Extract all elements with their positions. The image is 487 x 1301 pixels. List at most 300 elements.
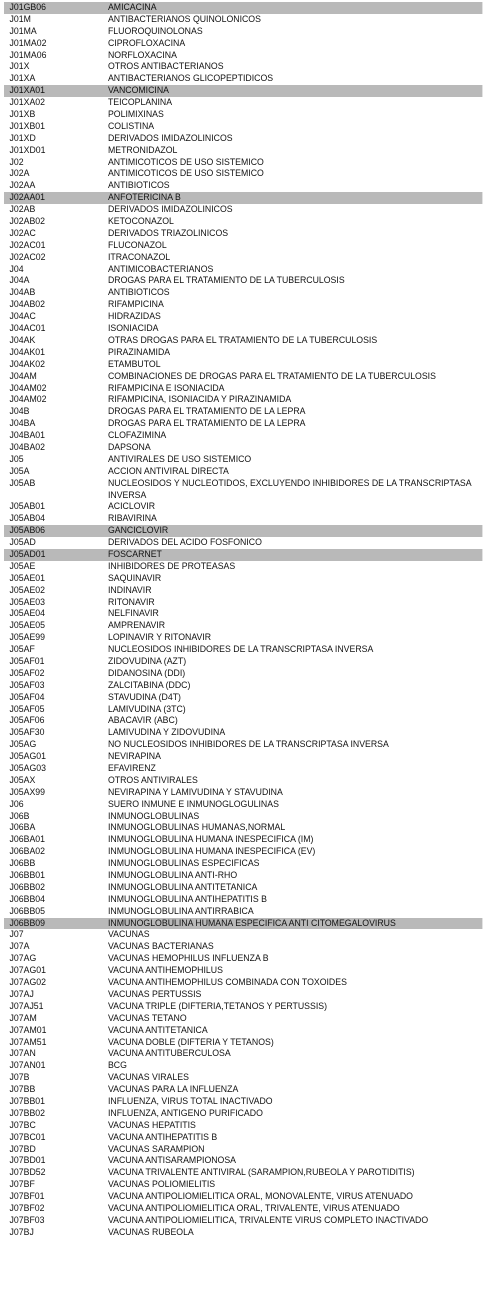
drug-description: GANCICLOVIR bbox=[107, 525, 169, 537]
highlighted-row bbox=[4, 549, 482, 561]
drug-description: ZALCITABINA (DDC) bbox=[107, 679, 191, 691]
atc-code: J05AE04 bbox=[9, 608, 45, 620]
list-row bbox=[4, 311, 482, 323]
drug-description: DROGAS PARA EL TRATAMIENTO DE LA TUBERCULOSIS bbox=[107, 275, 345, 287]
list-row bbox=[4, 608, 482, 620]
drug-description: INMUNOGLOBULINAS ESPECIFICAS bbox=[107, 858, 260, 870]
list-row bbox=[4, 252, 482, 264]
list-row bbox=[4, 442, 482, 454]
drug-description: RITONAVIR bbox=[107, 596, 155, 608]
atc-code: J05A bbox=[9, 465, 30, 477]
list-row bbox=[4, 1155, 482, 1167]
atc-code: J07BB02 bbox=[9, 1107, 45, 1119]
drug-description: ACCION ANTIVIRAL DIRECTA bbox=[107, 465, 229, 477]
atc-code: J04A bbox=[9, 275, 30, 287]
atc-code: J07BD52 bbox=[9, 1167, 46, 1179]
list-row bbox=[4, 157, 482, 169]
atc-code: J02AC01 bbox=[9, 239, 46, 251]
list-row bbox=[4, 929, 482, 941]
atc-code: J05AB bbox=[9, 477, 36, 489]
list-row bbox=[4, 906, 482, 918]
list-row bbox=[4, 121, 482, 133]
drug-description: VACUNA ANTIPOLIOMIELITICA ORAL, TRIVALENTE, VIRUS ATENUADO bbox=[107, 1202, 400, 1214]
drug-description: ANTIBIOTICOS bbox=[107, 180, 170, 192]
list-row bbox=[4, 97, 482, 109]
list-row bbox=[4, 335, 482, 347]
atc-code: J02AA01 bbox=[9, 192, 45, 204]
atc-code: J02AC02 bbox=[9, 251, 46, 263]
drug-description: FOSCARNET bbox=[107, 548, 162, 560]
atc-code: J04 bbox=[9, 263, 24, 275]
drug-description: ABACAVIR (ABC) bbox=[107, 715, 178, 727]
list-row bbox=[4, 228, 482, 240]
drug-description: INMUNOGLOBULINA ANTI-RHO bbox=[107, 870, 238, 882]
list-row bbox=[4, 751, 482, 763]
atc-code: J04BA bbox=[9, 418, 36, 430]
atc-code: J04AM02 bbox=[9, 382, 47, 394]
drug-description: DERIVADOS TRIAZOLINICOS bbox=[107, 227, 229, 239]
atc-code: J07A bbox=[9, 941, 30, 953]
drug-description: ANTIBIOTICOS bbox=[107, 287, 170, 299]
atc-code: J07AG02 bbox=[9, 977, 46, 989]
list-row bbox=[4, 418, 482, 430]
drug-description: NELFINAVIR bbox=[107, 608, 159, 620]
drug-description: ANTIVIRALES DE USO SISTEMICO bbox=[107, 453, 252, 465]
list-row bbox=[4, 668, 482, 680]
atc-code: J07BC bbox=[9, 1119, 36, 1131]
list-row bbox=[4, 537, 482, 549]
list-row bbox=[4, 894, 482, 906]
atc-code: J02A bbox=[9, 168, 30, 180]
drug-description: VANCOMICINA bbox=[107, 85, 169, 97]
drug-description: RIBAVIRINA bbox=[107, 513, 157, 525]
drug-description: VACUNA TRIPLE (DIFTERIA,TETANOS Y PERTUSSIS) bbox=[107, 1000, 328, 1012]
drug-description: METRONIDAZOL bbox=[107, 144, 178, 156]
drug-description: FLUCONAZOL bbox=[107, 239, 167, 251]
drug-description: VACUNAS RUBEOLA bbox=[107, 1226, 194, 1238]
list-row bbox=[4, 501, 482, 513]
atc-code: J05AF bbox=[9, 644, 35, 656]
list-row bbox=[4, 656, 482, 668]
drug-description: VACUNA ANTIPOLIOMIELITICA, TRIVALENTE VIRUS COMPLETO INACTIVADO bbox=[107, 1214, 429, 1226]
list-row bbox=[4, 620, 482, 632]
drug-description: LAMIVUDINA (3TC) bbox=[107, 703, 186, 715]
list-row bbox=[4, 1120, 482, 1132]
drug-description: OTRAS DROGAS PARA EL TRATAMIENTO DE LA TUBERCULOSIS bbox=[107, 334, 378, 346]
list-row bbox=[4, 632, 482, 644]
atc-code: J05AG03 bbox=[9, 763, 46, 775]
atc-code: J07AM51 bbox=[9, 1036, 47, 1048]
drug-description: VACUNA ANTISARAMPIONOSA bbox=[107, 1155, 237, 1167]
list-row bbox=[4, 478, 482, 502]
atc-code: J06B bbox=[9, 810, 30, 822]
drug-description: NO NUCLEOSIDOS INHIBIDORES DE LA TRANSCRIPTASA INVERSA bbox=[107, 739, 389, 751]
highlighted-row bbox=[4, 525, 482, 537]
list-row bbox=[4, 287, 482, 299]
list-row bbox=[4, 347, 482, 359]
drug-description: HIDRAZIDAS bbox=[107, 311, 161, 323]
drug-description: ANTIBACTERIANOS QUINOLONICOS bbox=[107, 13, 261, 25]
drug-description: ANTIMICOTICOS DE USO SISTEMICO bbox=[107, 168, 264, 180]
list-row bbox=[4, 1084, 482, 1096]
drug-description: INFLUENZA, VIRUS TOTAL INACTIVADO bbox=[107, 1095, 273, 1107]
atc-code: J05AE02 bbox=[9, 584, 45, 596]
drug-description: COLISTINA bbox=[107, 120, 155, 132]
atc-code: J05AF30 bbox=[9, 727, 45, 739]
atc-code: J01MA02 bbox=[9, 37, 47, 49]
atc-code: J01XD bbox=[9, 132, 36, 144]
atc-code: J01MA06 bbox=[9, 49, 47, 61]
atc-code: J04AC01 bbox=[9, 323, 46, 335]
atc-code: J07BF03 bbox=[9, 1214, 45, 1226]
atc-code: J01X bbox=[9, 61, 30, 73]
atc-code: J01XA01 bbox=[9, 85, 45, 97]
list-row bbox=[4, 1025, 482, 1037]
drug-description: VACUNAS BACTERIANAS bbox=[107, 941, 214, 953]
drug-description: INMUNOGLOBULINA ANTIHEPATITIS B bbox=[107, 893, 267, 905]
list-row bbox=[4, 1227, 482, 1239]
drug-description: DIDANOSINA (DDI) bbox=[107, 667, 186, 679]
drug-description: LOPINAVIR Y RITONAVIR bbox=[107, 632, 212, 644]
atc-code: J01GB06 bbox=[9, 2, 46, 13]
drug-description: INMUNOGLOBULINA HUMANA INESPECIFICA (IM) bbox=[107, 834, 314, 846]
drug-description: ANTIMICOBACTERIANOS bbox=[107, 263, 214, 275]
drug-description: RIFAMPICINA E ISONIACIDA bbox=[107, 382, 225, 394]
atc-code: J06BA02 bbox=[9, 846, 45, 858]
drug-description: DERIVADOS IMIDAZOLINICOS bbox=[107, 132, 233, 144]
atc-code: J05AE99 bbox=[9, 632, 45, 644]
list-row bbox=[4, 870, 482, 882]
highlighted-row bbox=[4, 2, 482, 14]
list-row bbox=[4, 1191, 482, 1203]
atc-code: J01M bbox=[9, 13, 31, 25]
drug-description: VACUNA DOBLE (DIFTERIA Y TETANOS) bbox=[107, 1036, 274, 1048]
drug-description: VACUNAS PERTUSSIS bbox=[107, 988, 202, 1000]
atc-code: J05AF06 bbox=[9, 715, 45, 727]
drug-description: INDINAVIR bbox=[107, 584, 152, 596]
list-row bbox=[4, 204, 482, 216]
list-row bbox=[4, 692, 482, 704]
drug-description: VACUNAS bbox=[107, 929, 150, 941]
drug-description: ITRACONAZOL bbox=[107, 251, 171, 263]
atc-code: J06BA01 bbox=[9, 834, 45, 846]
drug-description: ISONIACIDA bbox=[107, 323, 159, 335]
drug-description: ANTIBACTERIANOS GLICOPEPTIDICOS bbox=[107, 73, 274, 85]
atc-code: J01XD01 bbox=[9, 144, 46, 156]
drug-description: VACUNAS TETANO bbox=[107, 1012, 187, 1024]
atc-code: J02AB02 bbox=[9, 216, 45, 228]
drug-description: SAQUINAVIR bbox=[107, 572, 162, 584]
atc-code: J07AM bbox=[9, 1012, 37, 1024]
drug-description: NEVIRAPINA bbox=[107, 751, 161, 763]
drug-description: BCG bbox=[107, 1060, 127, 1072]
atc-code: J07BD01 bbox=[9, 1155, 46, 1167]
drug-description: OTROS ANTIVIRALES bbox=[107, 774, 198, 786]
list-row bbox=[4, 1001, 482, 1013]
atc-code: J05AX99 bbox=[9, 786, 45, 798]
atc-code: J05AG bbox=[9, 739, 37, 751]
drug-description: POLIMIXINAS bbox=[107, 109, 164, 121]
atc-code: J02AA bbox=[9, 180, 36, 192]
drug-description: VACUNA ANTIPOLIOMIELITICA ORAL, MONOVALENTE, VIRUS ATENUADO bbox=[107, 1191, 413, 1203]
list-row bbox=[4, 180, 482, 192]
drug-description: VACUNA ANTIHEPATITIS B bbox=[107, 1131, 218, 1143]
list-row bbox=[4, 715, 482, 727]
list-row bbox=[4, 799, 482, 811]
list-row bbox=[4, 846, 482, 858]
drug-description: INMUNOGLOBULINAS HUMANAS,NORMAL bbox=[107, 822, 286, 834]
drug-description: INMUNOGLOBULINA HUMANA ESPECIFICA ANTI CITOMEGALOVIRUS bbox=[107, 917, 396, 929]
atc-code: J05AF04 bbox=[9, 691, 45, 703]
atc-code: J05AF05 bbox=[9, 703, 45, 715]
list-row bbox=[4, 371, 482, 383]
drug-description: VACUNA ANTIHEMOPHILUS COMBINADA CON TOXOIDES bbox=[107, 977, 347, 989]
atc-code: J02AC bbox=[9, 227, 36, 239]
list-row bbox=[4, 216, 482, 228]
list-row bbox=[4, 858, 482, 870]
drug-description: ETAMBUTOL bbox=[107, 358, 161, 370]
list-row bbox=[4, 73, 482, 85]
list-row bbox=[4, 561, 482, 573]
list-row bbox=[4, 953, 482, 965]
atc-code: J04B bbox=[9, 406, 30, 418]
list-row bbox=[4, 977, 482, 989]
list-row bbox=[4, 763, 482, 775]
atc-code: J07BD bbox=[9, 1143, 36, 1155]
drug-description: NUCLEOSIDOS INHIBIDORES DE LA TRANSCRIPTASA INVERSA bbox=[107, 644, 374, 656]
atc-code: J07BF01 bbox=[9, 1191, 45, 1203]
drug-description: CIPROFLOXACINA bbox=[107, 37, 186, 49]
list-row bbox=[4, 513, 482, 525]
list-row bbox=[4, 989, 482, 1001]
list-row bbox=[4, 133, 482, 145]
list-row bbox=[4, 1013, 482, 1025]
drug-description: NUCLEOSIDOS Y NUCLEOTIDOS, EXCLUYENDO INHIBIDORES DE LA TRANSCRIPTASA INVERSA bbox=[107, 477, 472, 501]
atc-code: J07AN bbox=[9, 1048, 36, 1060]
drug-description: INFLUENZA, ANTIGENO PURIFICADO bbox=[107, 1107, 263, 1119]
list-row bbox=[4, 1144, 482, 1156]
list-row bbox=[4, 1215, 482, 1227]
list-row bbox=[4, 430, 482, 442]
list-row bbox=[4, 145, 482, 157]
atc-code: J07AM01 bbox=[9, 1024, 47, 1036]
list-row bbox=[4, 1096, 482, 1108]
drug-description: VACUNA ANTITETANICA bbox=[107, 1024, 208, 1036]
drug-description: INMUNOGLOBULINA ANTITETANICA bbox=[107, 881, 258, 893]
atc-code: J01MA bbox=[9, 25, 37, 37]
list-row bbox=[4, 61, 482, 73]
atc-code: J06BB01 bbox=[9, 870, 45, 882]
atc-code: J02 bbox=[9, 156, 24, 168]
drug-description: RIFAMPICINA, ISONIACIDA Y PIRAZINAMIDA bbox=[107, 394, 292, 406]
atc-code: J01XA bbox=[9, 73, 36, 85]
drug-description: CLOFAZIMINA bbox=[107, 430, 167, 442]
list-row bbox=[4, 1072, 482, 1084]
atc-code: J04AM02 bbox=[9, 394, 47, 406]
list-row bbox=[4, 299, 482, 311]
drug-description: VACUNAS SARAMPION bbox=[107, 1143, 205, 1155]
atc-code: J05AG01 bbox=[9, 751, 46, 763]
atc-code: J06BB09 bbox=[9, 917, 45, 929]
list-row bbox=[4, 466, 482, 478]
drug-description: ANTIMICOTICOS DE USO SISTEMICO bbox=[107, 156, 264, 168]
list-row bbox=[4, 1179, 482, 1191]
atc-code: J07BC01 bbox=[9, 1131, 46, 1143]
drug-description: ACICLOVIR bbox=[107, 501, 156, 513]
atc-code: J07BB bbox=[9, 1084, 36, 1096]
atc-code: J07AJ bbox=[9, 988, 34, 1000]
drug-description: OTROS ANTIBACTERIANOS bbox=[107, 61, 224, 73]
list-row bbox=[4, 704, 482, 716]
list-row bbox=[4, 359, 482, 371]
atc-code: J05AF02 bbox=[9, 667, 45, 679]
atc-code: J07BF bbox=[9, 1179, 35, 1191]
drug-description: EFAVIRENZ bbox=[107, 763, 156, 775]
atc-code: J07AN01 bbox=[9, 1060, 46, 1072]
list-row bbox=[4, 383, 482, 395]
list-row bbox=[4, 1203, 482, 1215]
atc-code: J05AD bbox=[9, 537, 36, 549]
atc-code: J05AB06 bbox=[9, 525, 45, 537]
list-row bbox=[4, 240, 482, 252]
atc-code: J05AE01 bbox=[9, 572, 45, 584]
list-row bbox=[4, 454, 482, 466]
drug-description: NEVIRAPINA Y LAMIVUDINA Y STAVUDINA bbox=[107, 786, 283, 798]
atc-code: J07AG01 bbox=[9, 965, 46, 977]
atc-code: J05AF03 bbox=[9, 679, 45, 691]
atc-code: J04BA02 bbox=[9, 441, 45, 453]
atc-code: J04AK01 bbox=[9, 346, 45, 358]
list-row bbox=[4, 1048, 482, 1060]
list-row bbox=[4, 38, 482, 50]
atc-code: J06 bbox=[9, 798, 24, 810]
list-row bbox=[4, 264, 482, 276]
list-row bbox=[4, 394, 482, 406]
list-row bbox=[4, 739, 482, 751]
list-row bbox=[4, 787, 482, 799]
atc-code: J05AB04 bbox=[9, 513, 45, 525]
list-row bbox=[4, 1037, 482, 1049]
list-row bbox=[4, 680, 482, 692]
drug-description: VACUNAS PARA LA INFLUENZA bbox=[107, 1084, 239, 1096]
list-row bbox=[4, 14, 482, 26]
list-row bbox=[4, 1132, 482, 1144]
drug-description: VACUNAS VIRALES bbox=[107, 1072, 189, 1084]
list-row bbox=[4, 168, 482, 180]
drug-description: DAPSONA bbox=[107, 441, 151, 453]
drug-description: VACUNA ANTIHEMOPHILUS bbox=[107, 965, 223, 977]
atc-code: J05AB01 bbox=[9, 501, 45, 513]
drug-description: TEICOPLANINA bbox=[107, 97, 173, 109]
atc-code: J07B bbox=[9, 1072, 30, 1084]
list-row bbox=[4, 323, 482, 335]
atc-code: J07 bbox=[9, 929, 24, 941]
drug-description: DERIVADOS DEL ACIDO FOSFONICO bbox=[107, 537, 262, 549]
atc-code: J01XB01 bbox=[9, 120, 45, 132]
atc-code: J07BJ bbox=[9, 1226, 34, 1238]
list-row bbox=[4, 822, 482, 834]
drug-description: PIRAZINAMIDA bbox=[107, 346, 171, 358]
atc-code: J07AG bbox=[9, 953, 37, 965]
list-row bbox=[4, 834, 482, 846]
drug-description: INMUNOGLOBULINA ANTIRRABICA bbox=[107, 905, 254, 917]
list-row bbox=[4, 811, 482, 823]
list-row bbox=[4, 1167, 482, 1179]
drug-description: AMICACINA bbox=[107, 2, 157, 13]
atc-code: J04AK bbox=[9, 334, 36, 346]
atc-code: J05 bbox=[9, 453, 24, 465]
atc-code: J05AF01 bbox=[9, 656, 45, 667]
highlighted-row bbox=[4, 192, 482, 204]
drug-description: DROGAS PARA EL TRATAMIENTO DE LA LEPRA bbox=[107, 418, 306, 430]
atc-code: J06BB bbox=[9, 858, 36, 870]
atc-code: J02AB bbox=[9, 204, 36, 216]
atc-code: J06BA bbox=[9, 822, 36, 834]
drug-description: STAVUDINA (D4T) bbox=[107, 691, 181, 703]
highlighted-row bbox=[4, 918, 482, 930]
list-row bbox=[4, 26, 482, 38]
list-row bbox=[4, 585, 482, 597]
list-row bbox=[4, 644, 482, 656]
list-row bbox=[4, 965, 482, 977]
drug-description: KETOCONAZOL bbox=[107, 216, 174, 228]
list-row bbox=[4, 775, 482, 787]
list-row bbox=[4, 275, 482, 287]
drug-description: VACUNA ANTITUBERCULOSA bbox=[107, 1048, 231, 1060]
atc-code: J06BB04 bbox=[9, 893, 45, 905]
list-row bbox=[4, 406, 482, 418]
drug-description: VACUNAS POLIOMIELITIS bbox=[107, 1179, 216, 1191]
drug-description: FLUOROQUINOLONAS bbox=[107, 25, 203, 37]
drug-description: AMPRENAVIR bbox=[107, 620, 166, 632]
atc-code: J07BF02 bbox=[9, 1202, 45, 1214]
list-row bbox=[4, 573, 482, 585]
drug-description: DROGAS PARA EL TRATAMIENTO DE LA LEPRA bbox=[107, 406, 306, 418]
atc-code: J05AX bbox=[9, 774, 36, 786]
drug-description: INMUNOGLOBULINA HUMANA INESPECIFICA (EV) bbox=[107, 846, 316, 858]
atc-code: J05AE03 bbox=[9, 596, 45, 608]
atc-code: J07BB01 bbox=[9, 1095, 45, 1107]
drug-description: NORFLOXACINA bbox=[107, 49, 177, 61]
atc-code: J07AJ51 bbox=[9, 1000, 44, 1012]
atc-code: J04AM bbox=[9, 370, 37, 382]
atc-code: J04AK02 bbox=[9, 358, 45, 370]
list-row bbox=[4, 109, 482, 121]
atc-code: J05AE bbox=[9, 560, 36, 572]
atc-code: J04BA01 bbox=[9, 430, 45, 442]
highlighted-row bbox=[4, 85, 482, 97]
list-row bbox=[4, 1108, 482, 1120]
drug-description: VACUNAS HEPATITIS bbox=[107, 1119, 196, 1131]
atc-code: J04AC bbox=[9, 311, 36, 323]
list-row bbox=[4, 882, 482, 894]
drug-code-list bbox=[4, 2, 482, 1239]
drug-description: DERIVADOS IMIDAZOLINICOS bbox=[107, 204, 233, 216]
atc-code: J06BB02 bbox=[9, 881, 45, 893]
atc-code: J01XA02 bbox=[9, 97, 45, 109]
list-row bbox=[4, 597, 482, 609]
atc-code: J05AD01 bbox=[9, 548, 46, 560]
drug-description: INHIBIDORES DE PROTEASAS bbox=[107, 560, 236, 572]
drug-description: VACUNA TRIVALENTE ANTIVIRAL (SARAMPION,RUBEOLA Y PAROTIDITIS) bbox=[107, 1167, 415, 1179]
list-row bbox=[4, 727, 482, 739]
drug-description: ZIDOVUDINA (AZT) bbox=[107, 656, 187, 667]
atc-code: J06BB05 bbox=[9, 905, 45, 917]
drug-description: COMBINACIONES DE DROGAS PARA EL TRATAMIENTO DE LA TUBERCULOSIS bbox=[107, 370, 436, 382]
drug-description: ANFOTERICINA B bbox=[107, 192, 181, 204]
list-row bbox=[4, 941, 482, 953]
atc-code: J04AB bbox=[9, 287, 36, 299]
